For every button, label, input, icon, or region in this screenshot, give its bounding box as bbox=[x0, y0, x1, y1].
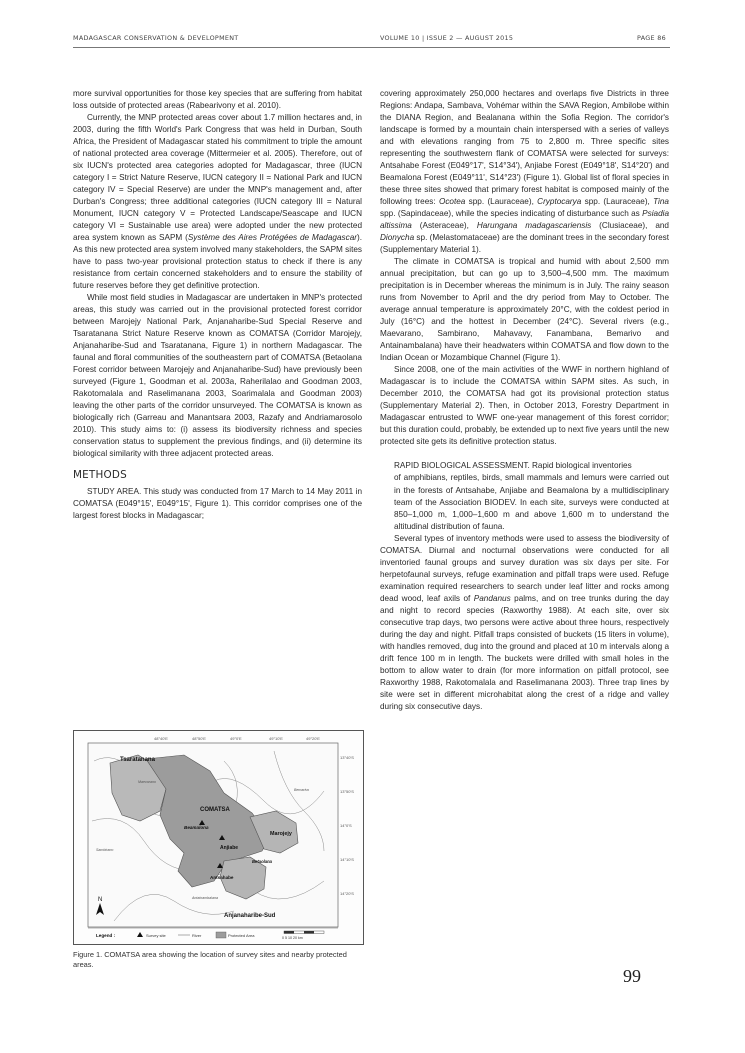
species-name: Harungana madagascariensis bbox=[476, 221, 592, 231]
map-label: Anjanaharibe-Sud bbox=[224, 913, 276, 919]
map-label: Antsahabe bbox=[210, 875, 234, 880]
species-name: Ocotea bbox=[438, 197, 466, 207]
text-run: spp. (Sapindaceae), while the species indicating of disturbance such as bbox=[380, 209, 643, 219]
paragraph-lead: RAPID BIOLOGICAL ASSESSMENT. Rapid biological inventories bbox=[394, 461, 632, 471]
legend-label: River bbox=[192, 933, 202, 938]
spacer bbox=[380, 448, 669, 460]
map-label: Tsaratanana bbox=[120, 757, 155, 763]
text-run: ). As this new protected area system involved many stakeholders, the SAPM sites have to pass two-year provisional protection status to check if there is any resistance from certain concerned stakeholders and to ensure the stability of future reserves before they get definitive protection. bbox=[73, 233, 362, 291]
legend-protected-icon bbox=[216, 932, 226, 938]
species-name: Pandanus bbox=[473, 593, 511, 603]
text-run: sp. (Melastomataceae) are the dominant trees in the secondary forest (Supplementary Material 1). bbox=[380, 233, 669, 255]
legend-survey-icon bbox=[137, 932, 143, 937]
scale-label: 0 5 10 20 km bbox=[282, 936, 303, 940]
river-label: Maevarano bbox=[138, 780, 156, 784]
species-name: Psiadia altissima bbox=[380, 209, 669, 231]
species-name: Cryptocarya bbox=[537, 197, 582, 207]
issue-info: VOLUME 10 | ISSUE 2 — AUGUST 2015 bbox=[380, 34, 514, 42]
map-label: COMATSA bbox=[200, 807, 230, 813]
river-label: Bemarivo bbox=[294, 788, 310, 792]
legend-label: Survey site bbox=[146, 933, 166, 938]
map-label: Beamalona bbox=[184, 825, 209, 830]
page-label: PAGE 86 bbox=[637, 34, 666, 42]
figure-map bbox=[73, 730, 364, 945]
paragraph bbox=[380, 88, 669, 256]
text-run: covering approximately 250,000 hectares and overlaps five Districts in three Regions: Andapa, Sambava, Vohémar within the SAVA Region, Ambilobe within the DIANA Region, and Bealanana within the Sofia Region. The corridor's landscape is formed by a mountain chain interspersed with a series of valleys and with elevations ranging from 75 to 2,800 m. Three specific sites representing the southwestern flank of COMATSA were selected for surveys: Antsahabe Forest (E049°17', S14°34'), Anjiabe Forest (E049°18', S14°20') and Beamalona Forest (E049°11', S14°23') (Figure 1). Global list of floral species in these three sites showed that primary forest habitat is composed mainly of the following trees: bbox=[380, 89, 669, 207]
map-label: Marojejy bbox=[270, 831, 292, 837]
text-run: (Clusiaceae), and bbox=[591, 221, 669, 231]
page-number: 99 bbox=[623, 966, 641, 986]
scale-bar-segment bbox=[284, 931, 294, 934]
scale-bar-segment bbox=[304, 931, 314, 934]
text-run: Currently, the MNP protected areas cover about 1.7 million hectares and, in 2003, during the fifth World's Park Congress that was held in Durban, South Africa, the President of Madagascar stated his commitment to triple the amount of national protected area coverage (Mittermeier et al. 2005). Therefore, out of six IUCN's protected area categories adopted for Madagascar, three (IUCN category I = Strict Nature Reserve, IUCN category II = National Park and IUCN category IV = Special Reserve) are under the MNP's management and, after Durban's Congress; three additional categories (IUCN category III = Natural Monument, IUCN category V = Protected Landscape/Seascape and IUCN category VI = Sustainable use area) were adopted under the new protected area system known as SAPM ( bbox=[73, 113, 362, 243]
map-label: Betaolana bbox=[252, 859, 273, 864]
text-run: (Asteraceae), bbox=[411, 221, 477, 231]
italic-term: Système des Aires Protégées de Madagascar bbox=[187, 233, 357, 243]
river-label: Sambirano bbox=[96, 848, 114, 852]
text-run: palms, and on tree trunks during the day and night to record species (Raxworthy 1988). At each site, over six consecutive trap days, two persons were active about three hours, respectively during the day and night. Pitfall traps consisted of buckets (15 liters in volume), with handles removed, dug into the ground and placed at 10 m intervals along a drift fence 100 m in length. The buckets were drilled with small holes in the bottom to allow water to drain (for more information on pitfall protocol, see Raxworthy 1988, Rakotomalala and Raselimanana 2003). Three trap lines by site were set in different microhabitat along the crest of a ridge and valley during six consecutive days. bbox=[380, 593, 669, 711]
legend-label: Protected Area bbox=[228, 933, 255, 938]
tick-label: 14°20'S bbox=[340, 891, 354, 896]
right-column bbox=[380, 88, 669, 713]
header-rule bbox=[73, 47, 670, 48]
text-run: spp. (Lauraceae), bbox=[465, 197, 538, 207]
methods-heading: METHODS bbox=[73, 469, 127, 482]
paragraph bbox=[380, 533, 669, 713]
tick-label: 14°10'S bbox=[340, 857, 354, 862]
text-run: Several types of inventory methods were used to assess the biodiversity of COMATSA. Diurnal and nocturnal observations were conducted for all inventoried faunal groups and survey duration was six days per site. For herpetofaunal surveys, refuge examination and pitfall traps were used. Refuge examination required researchers to search under leaf litter and rocks among dead wood, leaf axils of bbox=[380, 533, 669, 603]
tick-label: 49°10'E bbox=[269, 736, 283, 741]
map-label: Anjiabe bbox=[220, 845, 239, 851]
paragraph: While most field studies in Madagascar are undertaken in MNP's protected areas, this study was carried out in the provisional protected forest corridor between Marojejy National Park, Anjanaharibe-Sud Special Reserve and Tsaratanana Strict Nature Reserve known as COMATSA (Corridor Marojejy, Anjanaharibe-Sud and Tsaratanana, Figure 1) in northern Madagascar. The faunal and floral communities of the southeastern part of COMATSA (Betaolana Forest corridor between Marojejy and Anjanaharibe-Sud) have previously been surveyed (Figure 1, Goodman et al. 2003a, Raherilalao and Goodman 2003, Rakotomalala and Raselimanana 2003, Soarimalala and Goodman 2003) leaving the other parts of the corridor unsurveyed. The COMATSA is known as biologically rich (Garreau and Manantsara 2003, Razafy and Andriamarosolo 2010). This study aims to: (i) assess its biodiversity richness and species conservation status to supplement the previous findings, and (ii) determine its biological similarity with three adjacent protected areas. bbox=[73, 293, 362, 459]
tick-label: 13°50'S bbox=[340, 789, 354, 794]
journal-title: MADAGASCAR CONSERVATION & DEVELOPMENT bbox=[73, 34, 239, 42]
figure-caption: Figure 1. COMATSA area showing the location of survey sites and nearby protected areas. bbox=[73, 950, 347, 969]
paragraph: Since 2008, one of the main activities of the WWF in northern highland of Madagascar is to include the COMATSA within SAPM sites. As such, in December 2010, the COMATSA had got its provisional protection status (Supplementary Material 2). Then, in October 2013, Forestry Department in Madagascar entrusted to WWF one-year management of this forest corridor; but this duration could, probably, be extended up to next five years until the new protected site gets its definitive protection status. bbox=[380, 365, 669, 447]
left-column bbox=[73, 88, 362, 522]
tick-label: 49°20'E bbox=[306, 736, 320, 741]
legend-title: Legend : bbox=[96, 933, 116, 938]
tick-label: 48°40'E bbox=[154, 736, 168, 741]
north-label: N bbox=[98, 897, 103, 903]
tick-label: 49°0'E bbox=[230, 736, 242, 741]
paragraph bbox=[73, 112, 362, 292]
map-svg bbox=[74, 731, 363, 944]
paragraph: more survival opportunities for those key species that are suffering from habitat loss outside of protected areas (Rabearivony et al. 2010). bbox=[73, 89, 362, 111]
tick-label: 13°40'S bbox=[340, 755, 354, 760]
tick-label: 48°50'E bbox=[192, 736, 206, 741]
paragraph: The climate in COMATSA is tropical and humid with about 2,500 mm annual precipitation, but can go up to 3,500–4,500 mm. The maximum precipitation is in December whereas the minimum is in July. The rainy season runs from November to April and the dry period from May to October. The average annual temperature is approximately 20°C, with the coldest period in July (16°C) and the hottest in December (24°C). Several rivers (e.g., Maevarano, Sambirano, Mahavavy, Fanambana, Bemarivo and Antainambalana) have their headwaters within COMATSA and flow down to the Indian Ocean or Mozambique Channel (Figure 1). bbox=[380, 257, 669, 363]
text-run: spp. (Lauraceae), bbox=[581, 197, 654, 207]
species-name: Dionycha bbox=[380, 233, 415, 243]
paragraph: of amphibians, reptiles, birds, small mammals and lemurs were carried out in the forests of Antsahabe, Anjiabe and Beamalona by a multidisciplinary team of the Association BIODEV. In each site, surveys were conducted at 850–1,000 m, 1,000–1,600 m and above 1,600 m to understand the altitudinal distribution of fauna. bbox=[394, 473, 669, 531]
tick-label: 14°0'S bbox=[340, 823, 352, 828]
species-name: Tina bbox=[653, 197, 669, 207]
map-legend bbox=[88, 928, 338, 940]
river-label: Antainambalana bbox=[192, 896, 218, 900]
paragraph: STUDY AREA. This study was conducted from 17 March to 14 May 2011 in COMATSA (E049°15', E049°15', Figure 1). This corridor comprises one of the largest forest blocks in Madagascar; bbox=[73, 486, 362, 520]
